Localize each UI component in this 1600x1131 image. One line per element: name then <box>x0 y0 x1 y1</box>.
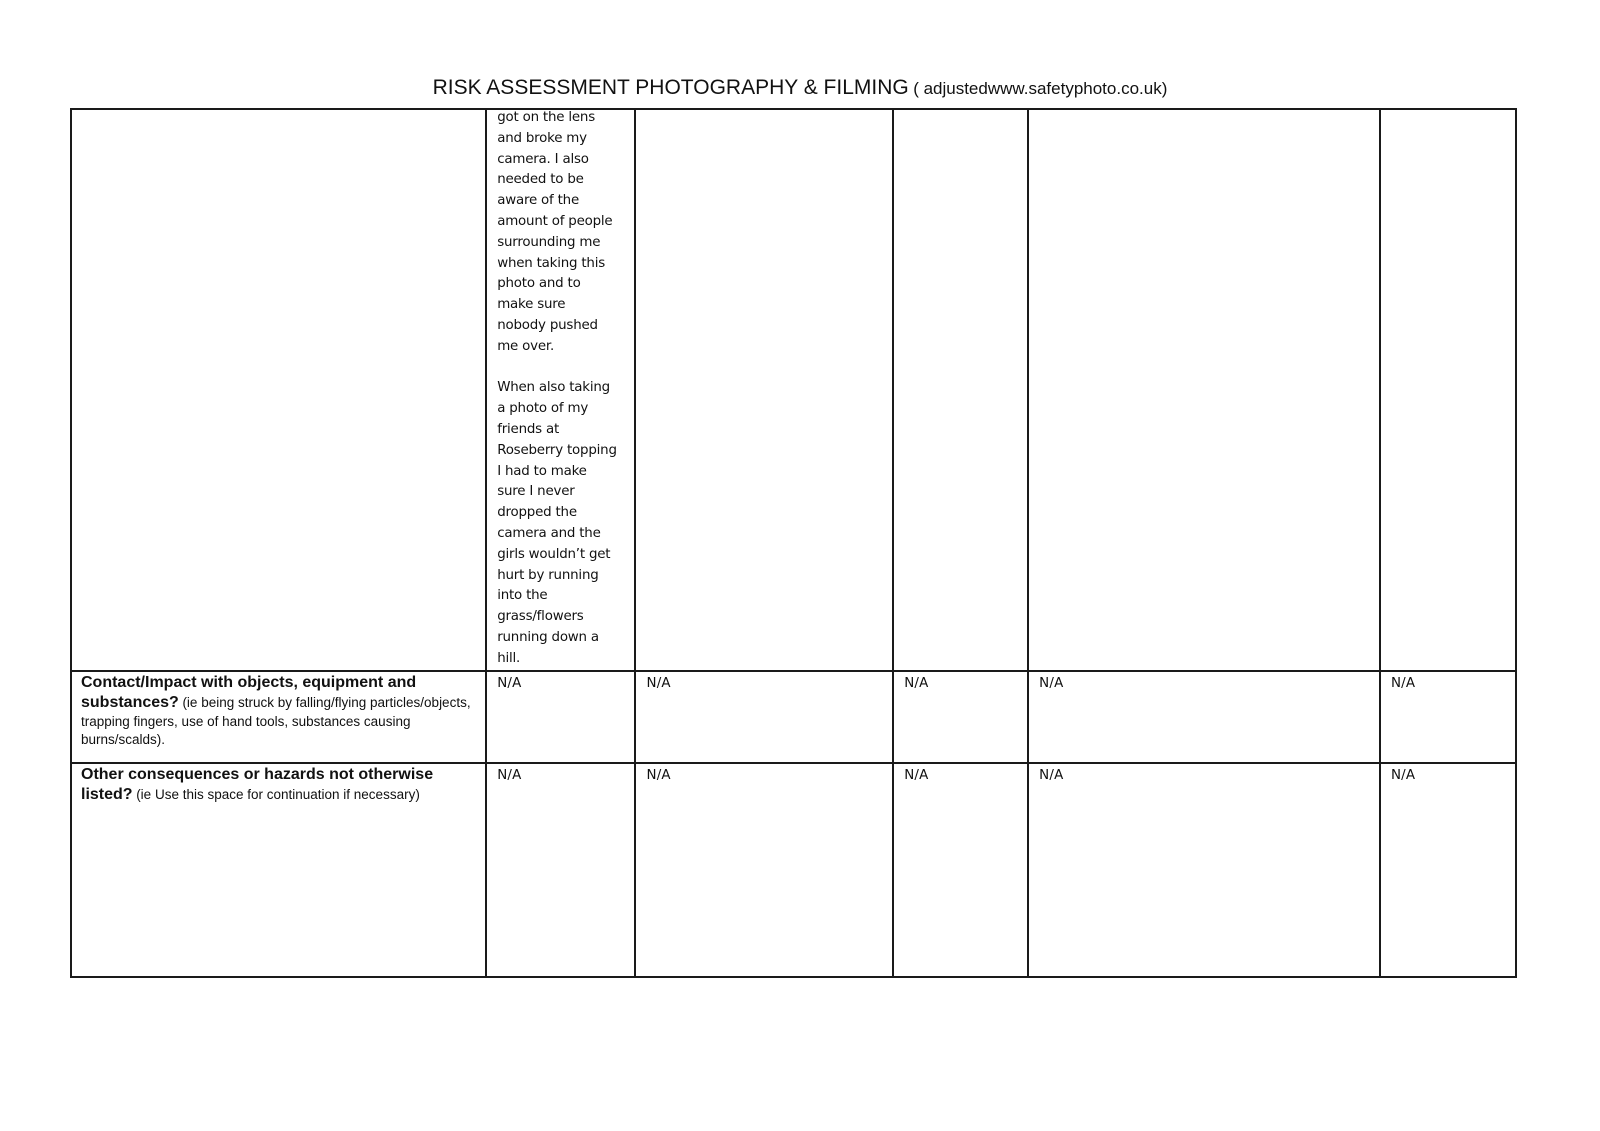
hazard-note: (ie Use this space for continuation if necessary) <box>136 786 420 802</box>
hazard-title: Contact/Impact with objects, equipment and substances? <box>81 673 417 711</box>
cell-text <box>1029 110 1379 111</box>
cell-value: N/A <box>904 767 929 783</box>
hazard-cell <box>71 763 486 977</box>
table-cell <box>635 109 893 671</box>
cell-value: N/A <box>1390 675 1416 691</box>
hazard-cell <box>71 109 486 671</box>
cell-text <box>636 110 892 111</box>
cell-text <box>1381 110 1515 111</box>
cell-text <box>894 110 1027 111</box>
table-cell <box>893 109 1028 671</box>
hazard-note: (ie being struck by falling/flying particles/objects, trapping fingers, use of hand tools, substances causing burns/scalds). <box>81 694 471 747</box>
hazard-title: Other consequences or hazards not otherwise listed? <box>81 765 434 803</box>
cell-value: N/A <box>497 767 522 783</box>
table-cell <box>486 109 635 671</box>
table-cell <box>1380 109 1516 671</box>
page-title-main: RISK ASSESSMENT PHOTOGRAPHY & FILMING <box>432 76 909 99</box>
cell-value: N/A <box>904 675 929 691</box>
table-cell <box>1380 671 1516 763</box>
table-cell <box>635 671 893 763</box>
table-row-contact-impact <box>71 671 1516 763</box>
cell-value: N/A <box>1390 767 1416 783</box>
table-cell <box>1028 671 1380 763</box>
table-cell <box>486 763 635 977</box>
hazard-cell <box>71 671 486 763</box>
table-row-other-hazards <box>71 763 1516 977</box>
table-cell <box>1028 763 1380 977</box>
table-cell <box>893 671 1028 763</box>
table-cell <box>635 763 893 977</box>
table-cell <box>1380 763 1516 977</box>
cell-text: got on the lens and broke my camera. I also needed to be aware of the amount of people surrounding me when taking this photo and to make sure nobody pushed me over. When also taking a photo of my friends at Roseberry topping I had to make sure I never dropped the camera and the girls wouldn’t get hurt by running into the grass/flowers running down a hill. <box>497 110 617 666</box>
cell-value: N/A <box>1039 767 1064 783</box>
table-row-continued <box>71 109 1516 671</box>
table-cell <box>486 671 635 763</box>
cell-value: N/A <box>646 675 671 691</box>
cell-value: N/A <box>1039 675 1064 691</box>
table-cell <box>893 763 1028 977</box>
cell-value: N/A <box>646 767 671 783</box>
cell-value: N/A <box>497 675 522 691</box>
page-title <box>0 76 1600 100</box>
risk-assessment-table <box>70 108 1517 978</box>
page-title-source: ( adjustedwww.safetyphoto.co.uk) <box>913 79 1168 98</box>
table-cell <box>1028 109 1380 671</box>
